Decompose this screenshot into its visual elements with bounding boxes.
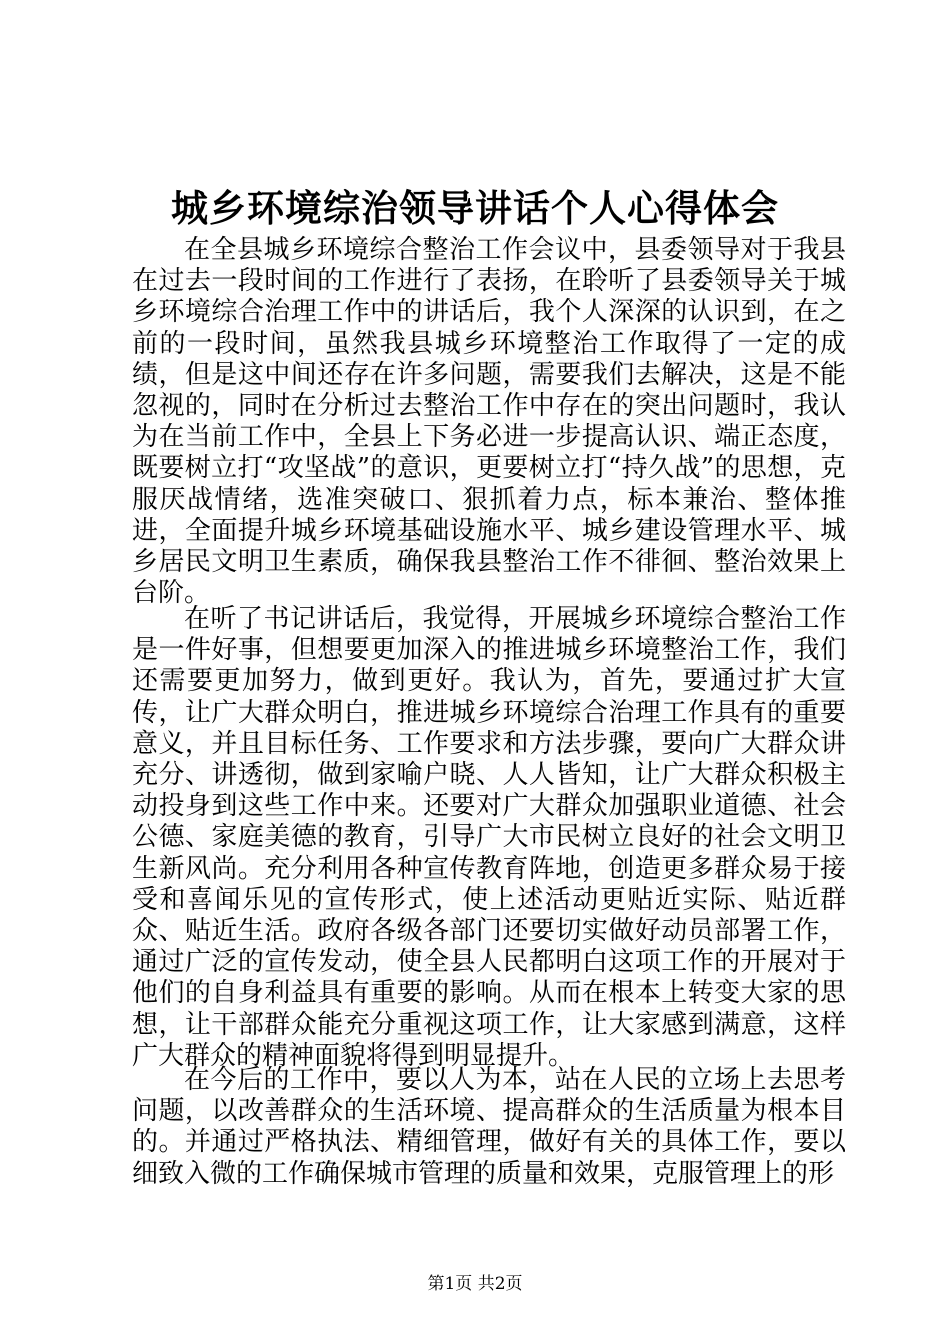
- body-paragraph-3-block: [132, 1065, 846, 1190]
- body-paragraph-2-block: [132, 604, 846, 1072]
- body-paragraph: 在听了书记讲话后，我觉得，开展城乡环境综合整治工作是一件好事，但想要更加深入的推进城乡环境整治工作，我们还需要更加努力，做到更好。我认为，首先，要通过扩大宣传，让广大群众明白，推进城乡环境综合治理工作具有的重要意义，并且目标任务、工作要求和方法步骤，要向广大群众讲充分、讲透彻，做到家喻户晓、人人皆知，让广大群众积极主动投身到这些工作中来。还要对广大群众加强职业道德、社会公德、家庭美德的教育，引导广大市民树立良好的社会文明卫生新风尚。充分利用各种宣传教育阵地，创造更多群众易于接受和喜闻乐见的宣传形式，使上述活动更贴近实际、贴近群众、贴近生活。政府各级各部门还要切实做好动员部署工作，通过广泛的宣传发动，使全县人民都明白这项工作的开展对于他们的自身利益具有重要的影响。从而在根本上转变大家的思想，让干部群众能充分重视这项工作，让大家感到满意，这样广大群众的精神面貌将得到明显提升。: [132, 604, 846, 1071]
- body-paragraph: 在全县城乡环境综合整治工作会议中，县委领导对于我县在过去一段时间的工作进行了表扬，在聆听了县委领导关于城乡环境综合治理工作中的讲话后，我个人深深的认识到，在之前的一段时间，虽然我县城乡环境整治工作取得了一定的成绩，但是这中间还存在许多问题，需要我们去解决，这是不能忽视的，同时在分析过去整治工作中存在的突出问题时，我认为在当前工作中，全县上下务必进一步提高认识、端正态度，既要树立打“攻坚战”的意识，更要树立打“持久战”的思想，克服厌战情绪，选准突破口、狠抓着力点，标本兼治、整体推进，全面提升城乡环境基础设施水平、城乡建设管理水平、城乡居民文明卫生素质，确保我县整治工作不徘徊、整治效果上台阶。: [132, 235, 846, 609]
- body-paragraph: 在今后的工作中，要以人为本，站在人民的立场上去思考问题，以改善群众的生活环境、提高群众的生活质量为根本目的。并通过严格执法、精细管理，做好有关的具体工作，要以细致入微的工作确保城市管理的质量和效果，克服管理上的形: [132, 1065, 846, 1189]
- document-title: 城乡环境综治领导讲话个人心得体会: [171, 186, 779, 230]
- page-footer: 第1页 共2页: [427, 1274, 523, 1294]
- body-paragraph-1-block: [132, 235, 846, 609]
